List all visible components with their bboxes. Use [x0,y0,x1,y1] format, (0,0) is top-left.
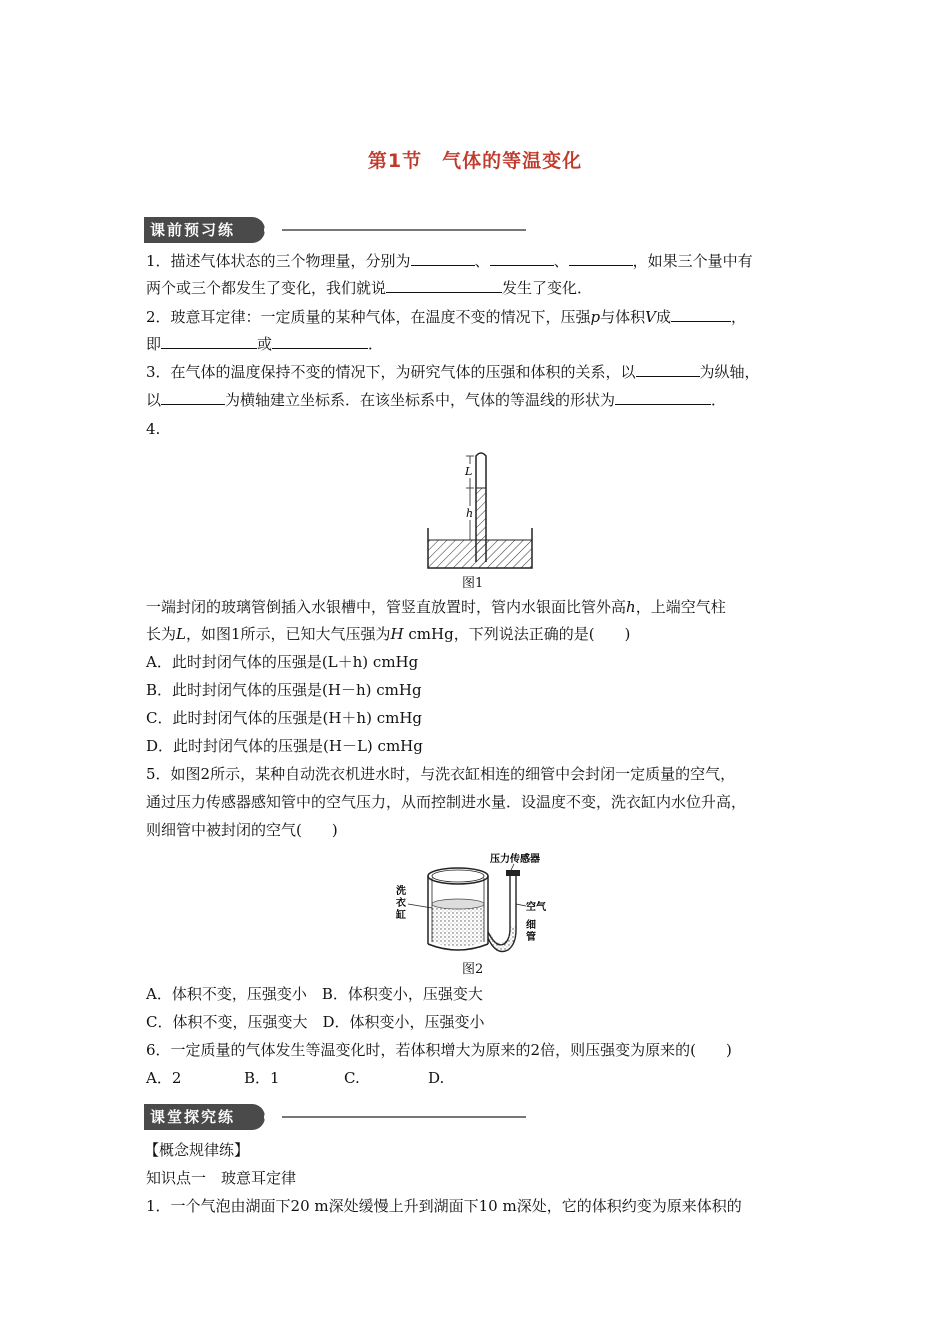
question-4-line-2: 长为L，如图1所示，已知大气压强为H cmHg，下列说法正确的是( ) [146,625,631,643]
option-d: D．此时封闭气体的压强是(H－L) cmHg [146,737,423,755]
question-5-line-1: 5．如图2所示，某种自动洗衣机进水时，与洗衣缸相连的细管中会封闭一定质量的空气， [146,765,736,783]
mercury-column [476,488,486,568]
answer-blank [636,360,700,377]
answer-blank [161,388,225,405]
label-L: L [465,465,473,478]
tube-label-2: 管 [526,932,536,943]
figure-1-caption: 图1 [462,576,484,591]
answer-blank [272,332,368,349]
q6-option-a: A．2 [146,1069,182,1087]
question-2-line-1: 2．玻意耳定律：一定质量的某种气体，在温度不变的情况下，压强p与体积V成 ， [146,305,746,329]
practice-question-1: 1．一个气泡由湖面下20 m深处缓慢上升到湖面下10 m深处，它的体积约变为原来体积的 [146,1197,742,1215]
question-3-line-2: 以 为横轴建立坐标系．在该坐标系中，气体的等温线的形状为 ． [146,388,726,412]
section-header-preview [144,217,526,243]
figure-2-caption: 图2 [462,962,484,977]
air-label: 空气 [526,902,546,913]
question-3-line-1: 3．在气体的温度保持不变的情况下，为研究气体的压强和体积的关系，以 为纵轴， [146,360,760,384]
options-ab: A．体积不变，压强变小 B．体积变小，压强变大 [146,985,483,1003]
section-header-classroom [144,1104,526,1130]
answer-blank [411,249,475,266]
answer-blank [490,249,554,266]
option-c: C．此时封闭气体的压强是(H＋h) cmHg [146,709,422,727]
tub-label-2: 衣 [396,898,406,909]
answer-blank [161,332,257,349]
figure-2-washing-machine [392,848,572,960]
answer-blank [615,388,711,405]
tub-label-3: 缸 [396,910,406,921]
tube-label-1: 细 [526,920,536,931]
sensor-label: 压力传感器 [490,854,540,865]
question-2-line-2: 即 或 ． [146,332,383,356]
question-5-line-3: 则细管中被封闭的空气( ) [146,821,338,839]
option-b: B．此时封闭气体的压强是(H－h) cmHg [146,681,422,699]
question-5-line-2: 通过压力传感器感知管中的空气压力，从而控制进水量．设温度不变，洗衣缸内水位升高， [146,793,747,811]
subsection-heading: 【概念规律练】 [144,1141,250,1159]
divider [282,1116,526,1118]
tub-label-1: 洗 [396,886,406,897]
question-6-line-1: 6．一定质量的气体发生等温变化时，若体积增大为原来的2倍，则压强变为原来的( ) [146,1041,732,1059]
answer-blank [386,276,502,293]
figure-1-mercury-tube [420,448,540,572]
q6-option-d: D. [428,1069,445,1087]
section-label: 课堂探究练 [144,1104,265,1130]
option-a: A．此时封闭气体的压强是(L＋h) cmHg [146,653,419,671]
knowledge-point-heading: 知识点一 玻意耳定律 [146,1169,297,1187]
q6-option-c: C. [344,1069,360,1087]
question-4-number: 4. [146,420,161,438]
divider [282,229,526,231]
bullet-icon [264,224,276,236]
section-label: 课前预习练 [144,217,265,243]
label-h: h [466,507,474,520]
options-cd: C．体积不变，压强变大 D．体积变小，压强变小 [146,1013,485,1031]
question-4-line-1: 一端封闭的玻璃管倒插入水银槽中，管竖直放置时，管内水银面比管外高h，上端空气柱 [146,598,726,616]
q6-option-b: B．1 [244,1069,280,1087]
question-1-line-2: 两个或三个都发生了变化，我们就说 发生了变化． [146,276,592,300]
answer-blank [569,249,633,266]
page-title: 第1节 气体的等温变化 [367,150,583,172]
answer-blank [671,305,731,322]
question-1-line-1: 1．描述气体状态的三个物理量，分别为 、 、 ，如果三个量中有 [146,249,753,273]
bullet-icon [264,1111,276,1123]
